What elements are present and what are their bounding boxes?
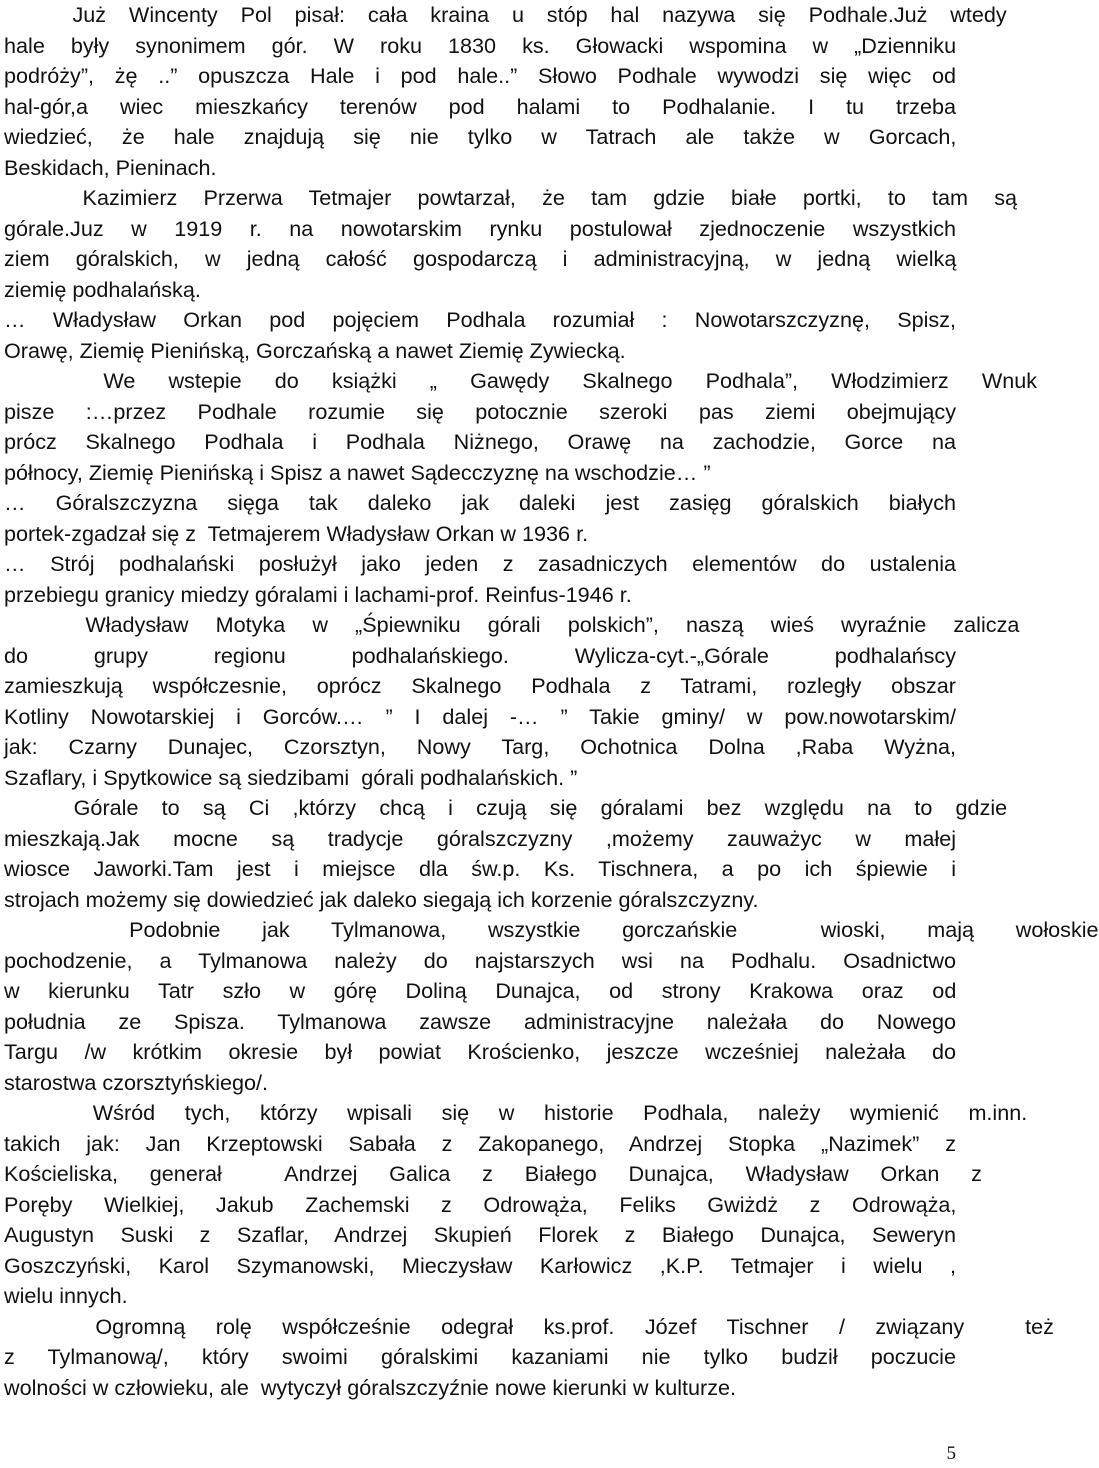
- paragraph: [4, 1098, 1028, 1312]
- paragraph: [4, 793, 1008, 915]
- text-line: północy, Ziemię Pienińską i Spisz a nawet Sądecczyznę na wschodzie… ”: [4, 459, 711, 485]
- text-line: We wstepie do książki „ Gawędy Skalnego Podhala”, Włodzimierz Wnuk: [4, 368, 1038, 393]
- text-line: wielu innych.: [4, 1283, 128, 1308]
- text-line: Goszczyński, Karol Szymanowski, Mieczysław Karłowicz ,K.P. Tetmajer i wielu ,: [4, 1252, 956, 1278]
- paragraph: [4, 0, 1007, 183]
- text-line: strojach możemy się dowiedzieć jak daleko siegają ich korzenie góralszczyzny.: [4, 886, 759, 912]
- text-line: Ogromną rolę współcześnie odegrał ks.prof. Józef Tischner / związany też: [4, 1313, 1054, 1339]
- text-line: Augustyn Suski z Szaflar, Andrzej Skupień Florek z Białego Dunajca, Seweryn: [4, 1222, 956, 1247]
- text-line: w kierunku Tatr szło w górę Doliną Dunajca, od strony Krakowa oraz od: [4, 978, 957, 1003]
- text-line: wiedzieć, że hale znajdują się nie tylko w Tatrach ale także w Gorcach,: [4, 124, 957, 149]
- text-line: Beskidach, Pieninach.: [4, 154, 217, 180]
- text-line: przebiegu granicy miedzy góralami i lachami-prof. Reinfus-1946 r.: [4, 581, 632, 607]
- text-line: Kościeliska, generał Andrzej Galica z Białego Dunajca, Władysław Orkan z: [4, 1161, 982, 1186]
- text-line: Już Wincenty Pol pisał: cała kraina u stóp hal nazywa się Podhale.Już wtedy: [4, 2, 1007, 27]
- paragraph: [4, 488, 956, 549]
- text-line: Targu /w krótkim okresie był powiat Krościenko, jeszcze wcześniej należała do: [4, 1039, 956, 1064]
- text-line: … Strój podhalański posłużył jako jeden z zasadniczych elementów do ustalenia: [4, 551, 957, 576]
- paragraph: [4, 183, 1018, 305]
- text-line: Poręby Wielkiej, Jakub Zachemski z Odrowąża, Feliks Gwiżdż z Odrowąża,: [4, 1191, 957, 1217]
- text-line: Orawę, Ziemię Pienińską, Gorczańską a nawet Ziemię Zywiecką.: [4, 337, 626, 363]
- text-line: ziemię podhalańską.: [4, 276, 201, 302]
- text-line: Kazimierz Przerwa Tetmajer powtarzał, że tam gdzie białe portki, to tam są: [4, 185, 1018, 210]
- text-line: Władysław Motyka w „Śpiewniku górali polskich”, naszą wieś wyraźnie zalicza: [4, 612, 1020, 637]
- paragraph: [4, 610, 1020, 793]
- paragraph: [4, 305, 956, 366]
- text-line: pisze :…przez Podhale rozumie się potocznie szeroki pas ziemi obejmujący: [4, 398, 956, 424]
- text-line: Górale to są Ci ,którzy chcą i czują się góralami bez względu na to gdzie: [4, 795, 1008, 820]
- text-line: Podobnie jak Tylmanowa, wszystkie gorczańskie wioski, mają wołoskie: [4, 917, 1099, 942]
- text-line: górale.Juz w 1919 r. na nowotarskim rynku postulował zjednoczenie wszystkich: [4, 215, 956, 241]
- paragraph: [4, 1312, 1054, 1404]
- text-line: ziem góralskich, w jedną całość gospodarczą i administracyjną, w jedną wielką: [4, 246, 957, 271]
- text-line: podróży”, żę ..” opuszcza Hale i pod hale..” Słowo Podhale wywodzi się więc od: [4, 63, 956, 88]
- text-line: hal-gór,a wiec mieszkańcy terenów pod halami to Podhalanie. I tu trzeba: [4, 93, 956, 119]
- text-line: … Góralszczyzna sięga tak daleko jak daleki jest zasięg góralskich białych: [4, 490, 956, 515]
- text-line: z Tylmanową/, który swoimi góralskimi kazaniami nie tylko budził poczucie: [4, 1344, 956, 1369]
- text-line: hale były synonimem gór. W roku 1830 ks. Głowacki wspomina w „Dzienniku: [4, 32, 957, 58]
- document-body-text: [4, 0, 1099, 1403]
- text-line: wolności w człowieku, ale wytyczył góralszczyźnie nowe kierunki w kulturze.: [4, 1374, 737, 1400]
- text-line: … Władysław Orkan pod pojęciem Podhala rozumiał : Nowotarszczyznę, Spisz,: [4, 307, 956, 332]
- text-line: Kotliny Nowotarskiej i Gorców.… ” I dalej -… ” Takie gminy/ w pow.nowotarskim/: [4, 703, 956, 729]
- text-line: do grupy regionu podhalańskiego. Wylicza-cyt.-„Górale podhalańscy: [4, 642, 956, 668]
- text-line: zamieszkują współczesnie, oprócz Skalnego Podhala z Tatrami, rozległy obszar: [4, 673, 956, 698]
- text-line: wiosce Jaworki.Tam jest i miejsce dla św.p. Ks. Tischnera, a po ich śpiewie i: [4, 856, 956, 881]
- paragraph: [4, 915, 1099, 1098]
- paragraph: [4, 366, 1038, 488]
- text-line: Wśród tych, którzy wpisali się w historie Podhala, należy wymienić m.inn.: [4, 1100, 1028, 1125]
- text-line: południa ze Spisza. Tylmanowa zawsze administracyjne należała do Nowego: [4, 1008, 956, 1034]
- text-line: prócz Skalnego Podhala i Podhala Niżnego, Orawę na zachodzie, Gorce na: [4, 429, 957, 454]
- text-line: takich jak: Jan Krzeptowski Sabała z Zakopanego, Andrzej Stopka „Nazimek” z: [4, 1130, 956, 1156]
- page-number: 5: [946, 1443, 956, 1464]
- paragraph: [4, 549, 956, 610]
- text-line: jak: Czarny Dunajec, Czorsztyn, Nowy Targ, Ochotnica Dolna ,Raba Wyżna,: [4, 734, 956, 759]
- text-line: Szaflary, i Spytkowice są siedzibami górali podhalańskich. ”: [4, 764, 578, 790]
- text-line: mieszkają.Jak mocne są tradycje góralszczyzny ,możemy zauważyc w małej: [4, 825, 957, 851]
- text-line: starostwa czorsztyńskiego/.: [4, 1069, 269, 1095]
- text-line: pochodzenie, a Tylmanowa należy do najstarszych wsi na Podhalu. Osadnictwo: [4, 947, 957, 973]
- text-line: portek-zgadzał się z Tetmajerem Władysław Orkan w 1936 r.: [4, 520, 589, 546]
